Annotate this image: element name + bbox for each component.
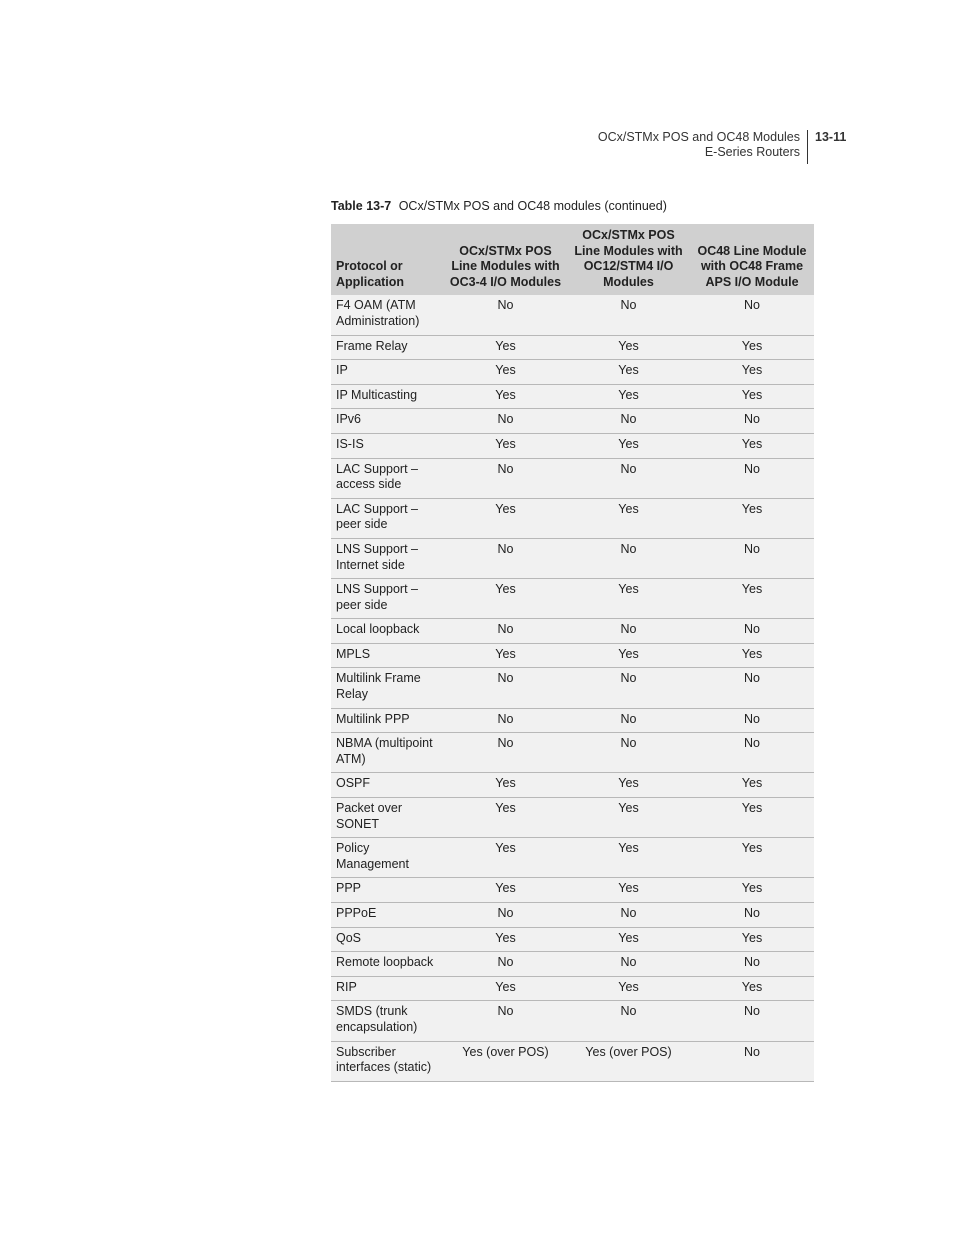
cell-oc48: No (690, 952, 814, 977)
cell-oc48: Yes (690, 798, 814, 838)
cell-oc12-stm4: Yes (567, 838, 690, 878)
cell-protocol: Multilink PPP (331, 708, 444, 733)
table-row (331, 976, 814, 1001)
cell-oc3-4: No (444, 733, 567, 773)
cell-oc48: Yes (690, 878, 814, 903)
cell-oc12-stm4: No (567, 295, 690, 335)
table-row (331, 773, 814, 798)
cell-oc48: Yes (690, 498, 814, 538)
cell-oc3-4: Yes (over POS) (444, 1041, 567, 1081)
cell-oc48: Yes (690, 335, 814, 360)
cell-oc3-4: Yes (444, 335, 567, 360)
cell-protocol: MPLS (331, 643, 444, 668)
column-header-protocol: Protocol or Application (331, 224, 444, 295)
cell-oc3-4: Yes (444, 579, 567, 619)
table-row (331, 668, 814, 708)
table-row (331, 409, 814, 434)
cell-oc12-stm4: Yes (567, 798, 690, 838)
cell-oc3-4: No (444, 952, 567, 977)
cell-oc3-4: Yes (444, 433, 567, 458)
cell-protocol: Packet over SONET (331, 798, 444, 838)
table-caption-label: Table 13-7 (331, 199, 392, 213)
cell-oc12-stm4: No (567, 668, 690, 708)
cell-protocol: LNS Support – peer side (331, 579, 444, 619)
table-caption-text: OCx/STMx POS and OC48 modules (continued) (398, 199, 667, 213)
cell-oc3-4: Yes (444, 360, 567, 385)
cell-oc48: Yes (690, 360, 814, 385)
table-row (331, 458, 814, 498)
cell-oc48: No (690, 409, 814, 434)
cell-oc48: No (690, 903, 814, 928)
cell-oc48: No (690, 1001, 814, 1041)
cell-protocol: SMDS (trunk encapsulation) (331, 1001, 444, 1041)
table-header (331, 224, 814, 295)
table-header-row (331, 224, 814, 295)
header-title: OCx/STMx POS and OC48 Modules (597, 130, 800, 144)
table-row (331, 733, 814, 773)
cell-oc12-stm4: Yes (567, 335, 690, 360)
cell-oc48: Yes (690, 976, 814, 1001)
cell-protocol: NBMA (multipoint ATM) (331, 733, 444, 773)
cell-oc12-stm4: No (567, 458, 690, 498)
table-row (331, 643, 814, 668)
cell-protocol: Multilink Frame Relay (331, 668, 444, 708)
cell-oc48: Yes (690, 643, 814, 668)
column-header-oc12-stm4: OCx/STMx POS Line Modules with OC12/STM4 I/O Modules (567, 224, 690, 295)
cell-oc3-4: Yes (444, 384, 567, 409)
cell-oc3-4: No (444, 708, 567, 733)
table-row (331, 838, 814, 878)
cell-oc12-stm4: No (567, 708, 690, 733)
cell-protocol: LNS Support – Internet side (331, 538, 444, 578)
header-subtitle: E-Series Routers (704, 145, 800, 159)
cell-oc12-stm4: No (567, 733, 690, 773)
cell-oc48: No (690, 619, 814, 644)
cell-oc12-stm4: Yes (567, 643, 690, 668)
table-body (331, 295, 814, 1081)
page-number: 13-11 (815, 130, 847, 144)
cell-protocol: F4 OAM (ATM Administration) (331, 295, 444, 335)
cell-oc3-4: No (444, 458, 567, 498)
table-row (331, 498, 814, 538)
cell-oc12-stm4: Yes (567, 579, 690, 619)
cell-protocol: Frame Relay (331, 335, 444, 360)
cell-protocol: OSPF (331, 773, 444, 798)
cell-oc12-stm4: No (567, 409, 690, 434)
cell-protocol: IP (331, 360, 444, 385)
cell-oc12-stm4: No (567, 903, 690, 928)
cell-oc3-4: No (444, 619, 567, 644)
cell-oc12-stm4: Yes (567, 384, 690, 409)
protocol-support-table (331, 224, 814, 1082)
cell-oc3-4: Yes (444, 838, 567, 878)
cell-protocol: PPP (331, 878, 444, 903)
cell-oc12-stm4: Yes (567, 927, 690, 952)
cell-oc3-4: No (444, 1001, 567, 1041)
cell-oc3-4: No (444, 409, 567, 434)
cell-oc48: No (690, 458, 814, 498)
cell-oc12-stm4: No (567, 952, 690, 977)
cell-oc3-4: Yes (444, 643, 567, 668)
table-row (331, 1041, 814, 1081)
cell-oc48: No (690, 733, 814, 773)
table-row (331, 952, 814, 977)
cell-oc12-stm4: Yes (567, 360, 690, 385)
cell-oc48: Yes (690, 579, 814, 619)
cell-oc48: No (690, 538, 814, 578)
table-row (331, 433, 814, 458)
table-row (331, 360, 814, 385)
cell-oc12-stm4: Yes (567, 498, 690, 538)
cell-oc48: Yes (690, 927, 814, 952)
cell-oc48: Yes (690, 773, 814, 798)
cell-oc12-stm4: Yes (567, 773, 690, 798)
column-header-oc48: OC48 Line Module with OC48 Frame APS I/O Module (690, 224, 814, 295)
cell-oc48: Yes (690, 433, 814, 458)
table-row (331, 878, 814, 903)
cell-protocol: Policy Management (331, 838, 444, 878)
cell-oc12-stm4: No (567, 538, 690, 578)
cell-oc48: No (690, 708, 814, 733)
cell-oc48: No (690, 1041, 814, 1081)
table-row (331, 619, 814, 644)
table-row (331, 538, 814, 578)
cell-oc12-stm4: No (567, 619, 690, 644)
cell-oc3-4: No (444, 668, 567, 708)
table-caption (331, 199, 667, 213)
cell-oc3-4: Yes (444, 773, 567, 798)
running-header (560, 130, 800, 160)
column-header-oc3-4: OCx/STMx POS Line Modules with OC3-4 I/O Modules (444, 224, 567, 295)
table-row (331, 903, 814, 928)
cell-protocol: RIP (331, 976, 444, 1001)
cell-oc48: Yes (690, 838, 814, 878)
cell-oc12-stm4: Yes (567, 433, 690, 458)
cell-oc3-4: Yes (444, 878, 567, 903)
cell-protocol: LAC Support – access side (331, 458, 444, 498)
cell-oc3-4: No (444, 903, 567, 928)
cell-oc3-4: No (444, 538, 567, 578)
cell-oc48: No (690, 668, 814, 708)
table-row (331, 1001, 814, 1041)
cell-protocol: Subscriber interfaces (static) (331, 1041, 444, 1081)
cell-oc48: Yes (690, 384, 814, 409)
cell-oc3-4: Yes (444, 498, 567, 538)
cell-protocol: IPv6 (331, 409, 444, 434)
cell-oc3-4: Yes (444, 798, 567, 838)
table-row (331, 384, 814, 409)
table-row (331, 579, 814, 619)
table-row (331, 295, 814, 335)
cell-protocol: Local loopback (331, 619, 444, 644)
table-row (331, 708, 814, 733)
cell-protocol: QoS (331, 927, 444, 952)
cell-oc12-stm4: Yes (567, 878, 690, 903)
cell-protocol: PPPoE (331, 903, 444, 928)
cell-oc12-stm4: Yes (over POS) (567, 1041, 690, 1081)
table-row (331, 927, 814, 952)
cell-oc3-4: Yes (444, 976, 567, 1001)
cell-protocol: LAC Support – peer side (331, 498, 444, 538)
cell-protocol: Remote loopback (331, 952, 444, 977)
cell-protocol: IP Multicasting (331, 384, 444, 409)
header-divider (807, 130, 808, 164)
cell-oc48: No (690, 295, 814, 335)
table-row (331, 798, 814, 838)
cell-oc12-stm4: Yes (567, 976, 690, 1001)
table-row (331, 335, 814, 360)
cell-oc3-4: Yes (444, 927, 567, 952)
cell-protocol: IS-IS (331, 433, 444, 458)
cell-oc12-stm4: No (567, 1001, 690, 1041)
cell-oc3-4: No (444, 295, 567, 335)
